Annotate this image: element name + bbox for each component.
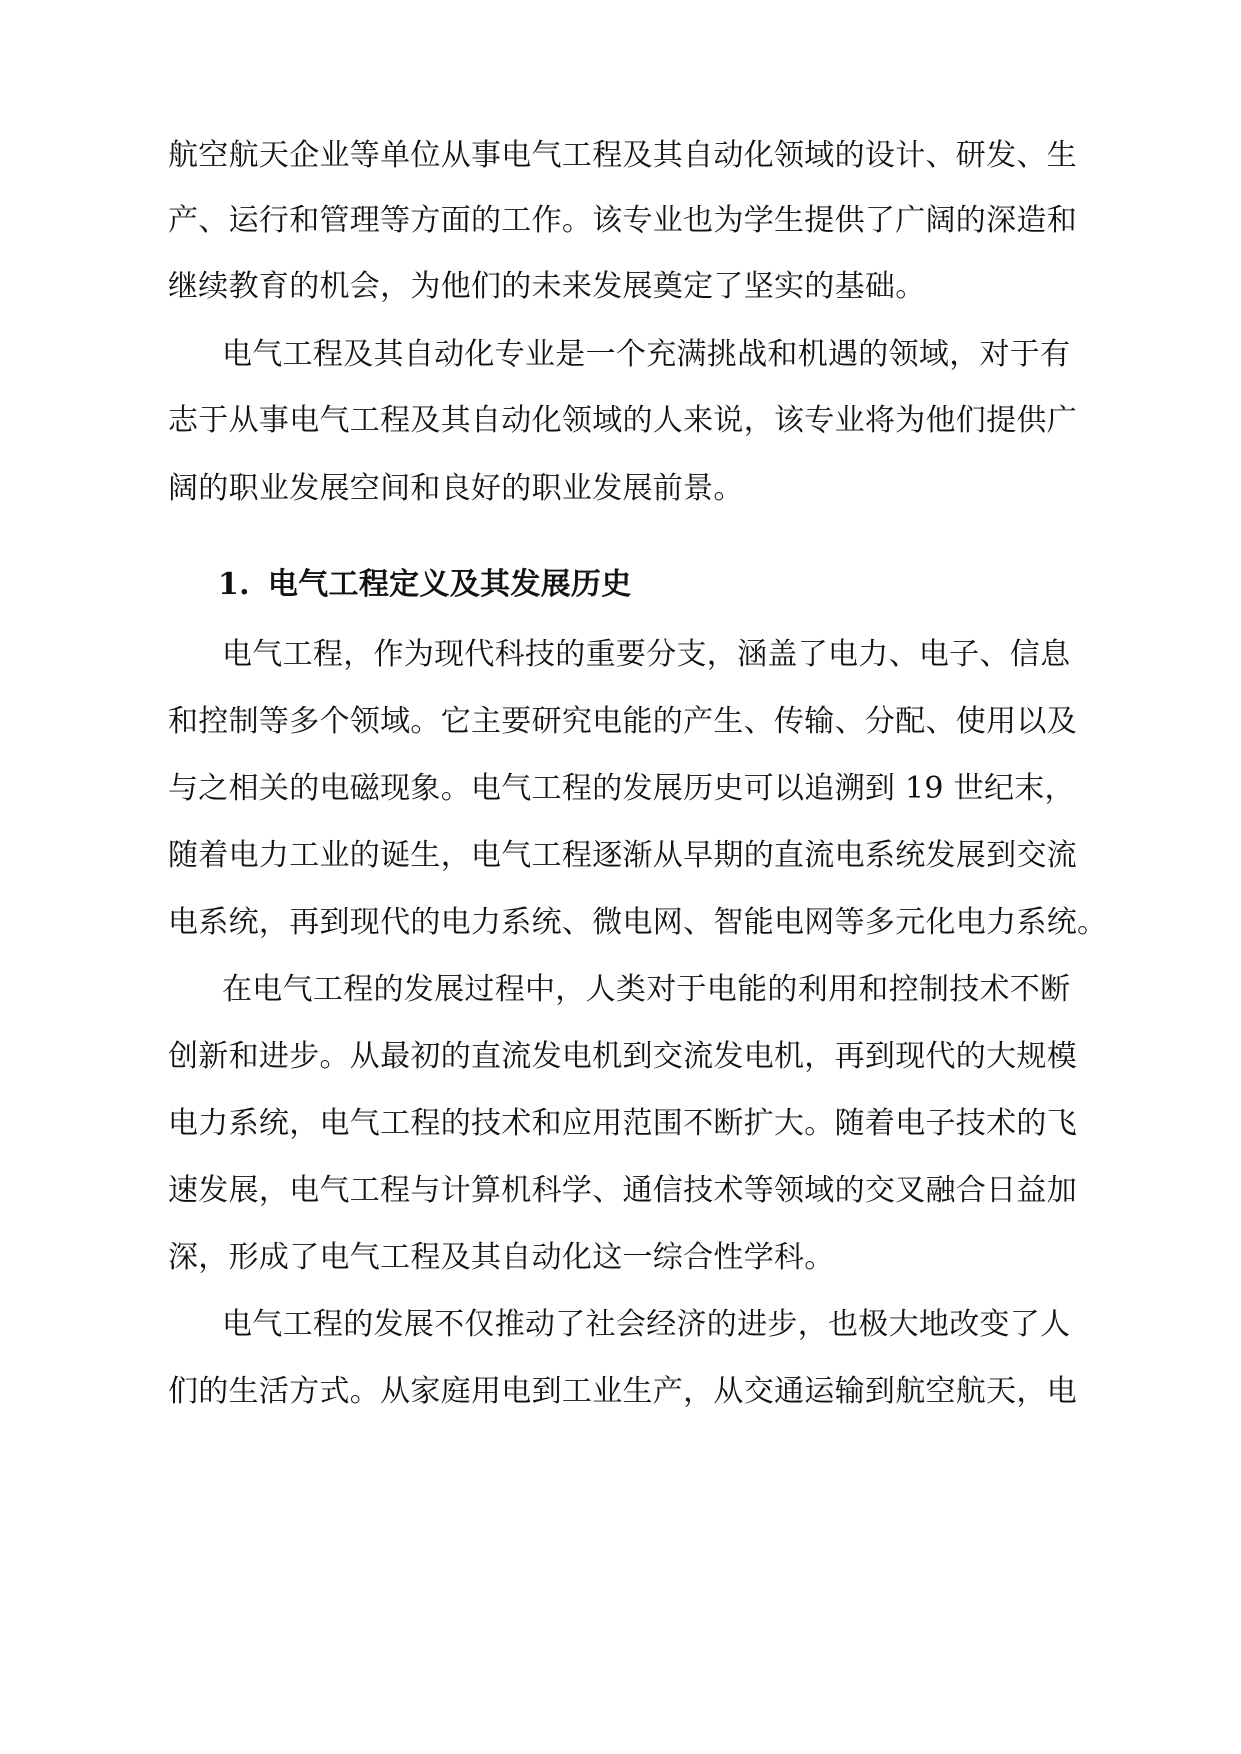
paragraph-line: 电系统，再到现代的电力系统、微电网、智能电网等多元化电力系统。 [168, 905, 1108, 940]
section-title: 电气工程定义及其发展历史 [267, 567, 632, 602]
paragraph-line: 电力系统，电气工程的技术和应用范围不断扩大。随着电子技术的飞 [168, 1106, 1077, 1141]
paragraph-line: 电气工程，作为现代科技的重要分支，涵盖了电力、电子、信息 [222, 637, 1071, 672]
paragraph-line: 随着电力工业的诞生，电气工程逐渐从早期的直流电系统发展到交流 [168, 838, 1077, 873]
paragraph-line: 在电气工程的发展过程中，人类对于电能的利用和控制技术不断 [222, 972, 1071, 1007]
section-heading [218, 567, 632, 602]
paragraph-line: 速发展，电气工程与计算机科学、通信技术等领域的交叉融合日益加 [168, 1173, 1077, 1208]
paragraph-line: 继续教育的机会，为他们的未来发展奠定了坚实的基础。 [168, 269, 926, 304]
paragraph-line: 航空航天企业等单位从事电气工程及其自动化领域的设计、研发、生 [168, 138, 1077, 173]
paragraph-line: 产、运行和管理等方面的工作。该专业也为学生提供了广阔的深造和 [168, 203, 1077, 238]
section-number: 1. [218, 567, 250, 602]
paragraph-line: 阔的职业发展空间和良好的职业发展前景。 [168, 471, 744, 506]
paragraph-line: 电气工程的发展不仅推动了社会经济的进步，也极大地改变了人 [222, 1307, 1071, 1342]
paragraph-line: 创新和进步。从最初的直流发电机到交流发电机，再到现代的大规模 [168, 1039, 1077, 1074]
paragraph-line: 志于从事电气工程及其自动化领域的人来说，该专业将为他们提供广 [168, 403, 1077, 438]
paragraph-line: 与之相关的电磁现象。电气工程的发展历史可以追溯到 19 世纪末， [168, 771, 1075, 806]
paragraph-line: 和控制等多个领域。它主要研究电能的产生、传输、分配、使用以及 [168, 704, 1077, 739]
paragraph-line: 电气工程及其自动化专业是一个充满挑战和机遇的领域，对于有 [222, 337, 1071, 372]
paragraph-line: 深，形成了电气工程及其自动化这一综合性学科。 [168, 1240, 835, 1275]
paragraph-line: 们的生活方式。从家庭用电到工业生产，从交通运输到航空航天，电 [168, 1374, 1077, 1409]
